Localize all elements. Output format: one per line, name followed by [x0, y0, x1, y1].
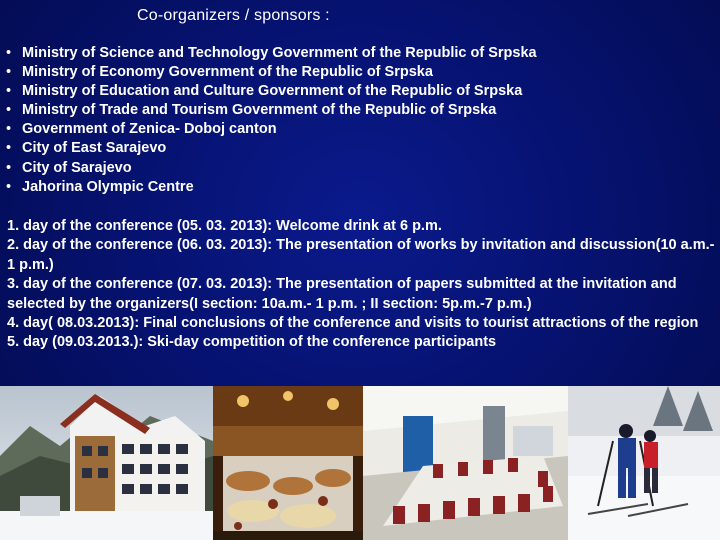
sponsor-item: • Ministry of Trade and Tourism Government of the Republic of Srpska: [6, 101, 537, 120]
skiers-photo: [568, 386, 720, 540]
schedule-day-3: 3. day of the conference (07. 03. 2013): The presentation of papers submitted at the invitation and selected by the organizers(I section: 10a.m.- 1 p.m. ; II section: 5p.m.-7 p.m.): [7, 276, 677, 312]
buffet-photo: [213, 386, 363, 540]
schedule-day-4: 4. day( 08.03.2013): Final conclusions of the conference and visits to tourist attractions of the region: [7, 315, 699, 332]
page-title: Co-organizers / sponsors :: [137, 7, 330, 24]
schedule-day-5: 5. day (09.03.2013.): Ski-day competition of the conference participants: [7, 334, 497, 351]
sponsors-list: [6, 44, 537, 197]
photo-strip: [0, 386, 720, 540]
hotel-photo: [0, 386, 213, 540]
schedule-day-1: 1. day of the conference (05. 03. 2013): Welcome drink at 6 p.m.: [7, 218, 442, 234]
sponsor-item: • City of East Sarajevo: [6, 139, 537, 158]
sponsor-item: • Jahorina Olympic Centre: [6, 178, 537, 197]
schedule-day-2: 2. day of the conference (06. 03. 2013): The presentation of works by invitation and discussion(10 a.m.- 1 p.m.): [7, 237, 715, 273]
sponsor-item: • City of Sarajevo: [6, 159, 537, 178]
sponsor-item: • Ministry of Economy Government of the Republic of Srpska: [6, 63, 537, 82]
sponsor-item: • Ministry of Science and Technology Government of the Republic of Srpska: [6, 44, 537, 63]
conference-schedule: [7, 217, 715, 353]
sponsor-item: • Ministry of Education and Culture Government of the Republic of Srpska: [6, 82, 537, 101]
conference-room-photo: [363, 386, 568, 540]
sponsor-item: • Government of Zenica- Doboj canton: [6, 120, 537, 139]
